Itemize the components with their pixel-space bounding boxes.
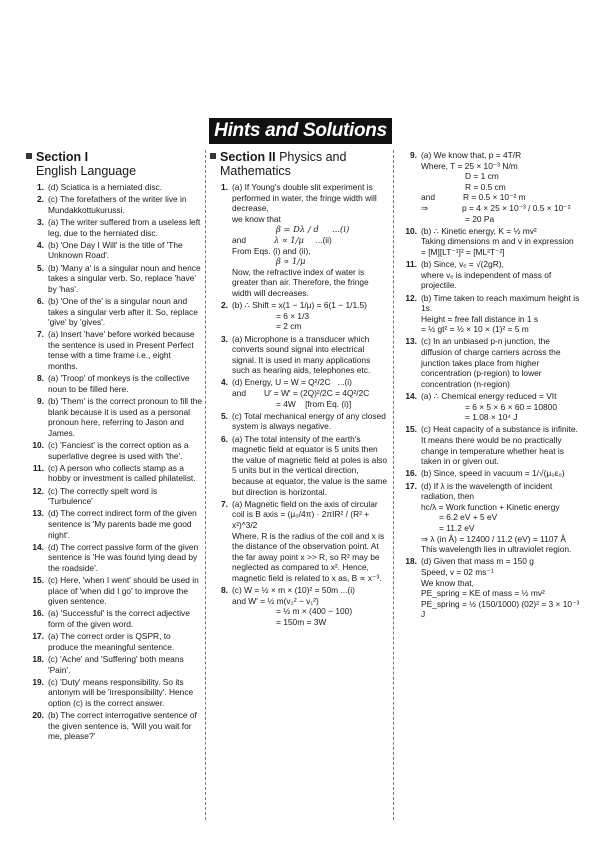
answer-item: 10. (c) 'Fanciest' is the correct option as a superlative degree is used with 'the'. xyxy=(32,440,189,461)
answer-item: 2. (b) ∴ Shift = x(1 − 1/μ) = 6(1 − 1/1.5) = 6 × 1/3 = 2 cm xyxy=(221,300,367,332)
banner-title: Hints and Solutions xyxy=(214,120,387,141)
answer-item: 8. (c) W = ½ × m × (10)² = 50m ...(i) and W′ = ½ m(v₂² − v₁²) = ½ m × (400 − 100) = 150m = 3W xyxy=(221,585,355,627)
column-divider xyxy=(393,150,394,820)
equation: β = Dλ / d ...(i) xyxy=(276,224,350,235)
answer-item: 13. (d) The correct indirect form of the given sentence is 'My parents bade me good night'. xyxy=(32,508,197,540)
answer-item: 12. (b) Time taken to reach maximum height is 1s. Height = free fall distance in 1 s = ½ gt² = ½ × 10 × (1)² = 5 m xyxy=(405,292,580,335)
answer-item: 14. (d) The correct passive form of the given sentence is 'He was found lying dead by the roadside'. xyxy=(32,541,199,573)
answer-item: 17. (a) The correct order is QSPR, to produce the meaningful sentence. xyxy=(32,631,175,652)
answer-item: 17. (d) If λ is the wavelength of incident radiation, then hc/λ = Work function + Kinetic energy = 6.2 eV + 5 eV = 11.2 eV ⇒ λ (in Å) = 12400 / 11.2 (eV) = 1107 Å This wavelength lies in ultraviolet region. xyxy=(405,480,572,555)
answer-item: 7. (a) Magnetic field on the axis of circular coil is B axis = (μ₀/4π) · 2πIR² / (R² + x²)^3/2 Where, R is the radius of the coil and x is the distance of the observation point. At the far away point x >> R, so R² may be neglected as compared to x². Hence, magnetic field is related to x as, B ∝ x⁻³. xyxy=(221,498,385,583)
answer-item: 12. (c) The correctly spelt word is 'Turbulence' xyxy=(32,485,158,507)
answer-item: 5. (c) Total mechanical energy of any closed system is always negative. xyxy=(221,410,386,432)
answer-item: 6. (a) The total intensity of the earth's magnetic field at equator is 5 units then the value of magnetic field at poles is also 5 units but in the vertical direction, because at equator, the value is the same but direction is horizontal. xyxy=(221,433,388,497)
answer-item: 1. (a) If Young's double slit experiment is performed in water, the fringe width will decrease, we know that β = Dλ / d ...(i) and λ ∝ 1/μ ...(ii) From Eqs. (i) and (ii), β ∝ 1/μ Now, the refractive index of water is greater than air. Therefore, the fringe width will decreases. xyxy=(210,182,388,299)
answer-item: 11. (b) Since, vₑ = √(2gR), where vₑ is independent of mass of projectile. xyxy=(405,259,552,291)
answer-item: 16. (b) Since, speed in vacuum = 1/√(μ₀ε₀) xyxy=(405,468,565,479)
answer-item: 18. (c) 'Ache' and 'Suffering' both means 'Pain'. xyxy=(32,654,184,675)
answer-list xyxy=(26,182,202,742)
answer-item: 13. (c) In an unbiased p-n junction, the diffusion of charge carriers across the junction takes place from higher concentration (p-region) to lower concentration (n-region) xyxy=(405,336,561,389)
answer-item: 1. (d) Sciatica is a herniated disc. xyxy=(37,182,163,192)
answer-item: 10. (b) ∴ Kinetic energy, K = ½ mv² Taking dimensions m and v in expression = [M][LT⁻¹]² = [ML²T⁻²] xyxy=(405,225,574,257)
answer-item: 2. (c) The forefathers of the writer live in Mundakkottukurussi. xyxy=(37,194,187,215)
answer-item: 14. (a) ∴ Chemical energy reduced = VIt = 6 × 5 × 6 × 60 = 10800 = 1.08 × 10⁴ J xyxy=(405,391,557,423)
answer-item: 5. (b) 'Many a' is a singular noun and hence takes a singular verb. So, replace 'have' by 'has'. xyxy=(37,262,201,294)
column-section-2-continued xyxy=(399,150,581,621)
answer-item: 9. (b) 'Them' is the correct pronoun to fill the blank because it is used as a personal pronoun here, referring to Jason and James. xyxy=(37,396,203,438)
answer-item: 8. (a) 'Troop' of monkeys is the collective noun to be filled here. xyxy=(37,373,190,394)
answer-item: 4. (d) Energy, U = W = Q²/2C ...(i) and U′ = W′ = (2Q)²/2C = 4Q²/2C = 4W [from Eq. (i)] xyxy=(221,377,370,409)
answer-item: 15. (c) Heat capacity of a substance is infinite. It means there would be no practically change in temperature whether heat is taken in or given out. xyxy=(405,424,578,467)
answer-item: 6. (b) 'One of the' is a singular noun and takes a singular verb after it. So, replace 'give' by 'gives'. xyxy=(37,295,198,328)
answer-item: 9. (a) We know that, p = 4T/R Where, T = 25 × 10⁻³ N/m D = 1 cm R = 0.5 cm and R = 0.5 × 10⁻² m ⇒ p = 4 × 25 × 10⁻³ / 0.5 × 10⁻² = 20 Pa xyxy=(410,150,571,224)
answer-item: 3. (a) The writer suffered from a useless left leg, due to the herniated disc. xyxy=(37,216,201,238)
answer-item: 3. (a) Microphone is a transducer which converts sound signal into electrical signal. It is used in many applications such as hearing aids, telephones etc. xyxy=(221,333,371,376)
answer-item: 15. (c) Here, 'when I went' should be used in place of 'when did I go' to improve the given sentence. xyxy=(32,575,199,607)
section-heading: Section I English Language xyxy=(26,150,202,178)
answer-item: 11. (c) A person who collects stamp as a hobby or investment is called philatelist. xyxy=(32,462,196,484)
answer-item: 4. (b) 'One Day I Will' is the title of 'The Unknown Road'. xyxy=(37,239,183,261)
answer-item: 20. (b) The correct interrogative sentence of the given sentence is, 'Will you wait for me, please?' xyxy=(32,710,197,742)
page-banner xyxy=(209,118,392,144)
column-section-2 xyxy=(210,150,388,629)
column-divider xyxy=(205,150,206,820)
section-heading: Section II Physics and Mathematics xyxy=(210,150,388,178)
answer-item: 16. (a) 'Successful' is the correct adjective form of the given word. xyxy=(32,608,190,630)
column-section-1 xyxy=(26,150,202,744)
answer-item: 19. (c) 'Duty' means responsibility. So its antonym will be 'irresponsibility'. Hence option (c) is the correct answer. xyxy=(32,676,194,708)
answer-item: 18. (d) Given that mass m = 150 g Speed, v = 02 ms⁻¹ We know that, PE_spring = KE of mass = ½ mv² PE_spring = ½ (150/1000) (02)² = 3 × 10⁻³ J xyxy=(405,556,580,620)
answer-item: 7. (a) Insert 'have' before worked because the sentence is used in Present Perfect tense with a time frame i.e., eight months. xyxy=(37,329,195,372)
